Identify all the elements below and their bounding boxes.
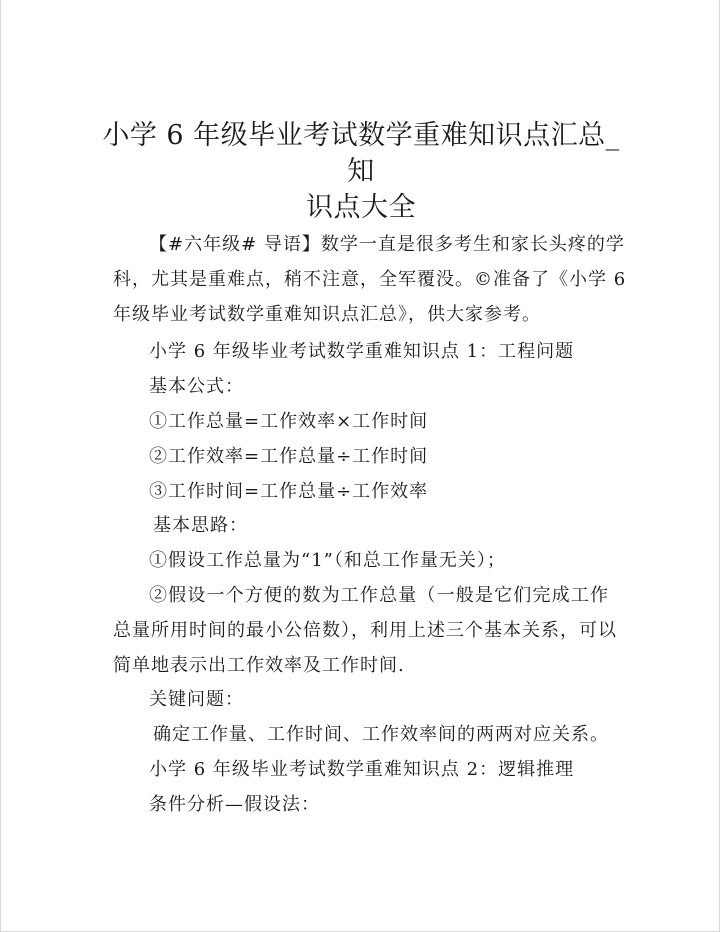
idea-2-line-3: 简单地表示出工作效率及工作时间. [113, 655, 405, 676]
document-title [101, 118, 621, 226]
formula-1: ①工作总量=工作效率×工作时间 [149, 411, 429, 432]
basic-idea-label: 基本思路： [153, 515, 248, 536]
idea-2-line-2: 总量所用时间的最小公倍数），利用上述三个基本关系，可以 [113, 620, 617, 641]
intro-line-1: 【#六年级# 导语】数学一直是很多考生和家长头疼的学 [149, 234, 625, 255]
key-problem-text: 确定工作量、工作时间、工作效率间的两两对应关系。 [153, 724, 609, 745]
idea-1: ①假设工作总量为“1”（和总工作量无关）； [149, 550, 506, 571]
idea-2-line-1: ②假设一个方便的数为工作总量（一般是它们完成工作 [149, 585, 609, 606]
basic-formula-label: 基本公式： [149, 376, 244, 397]
title-line-1: 小学 6 年级毕业考试数学重难知识点汇总_知 [102, 120, 620, 187]
condition-analysis: 条件分析—假设法： [149, 794, 320, 815]
point2-heading: 小学 6 年级毕业考试数学重难知识点 2：逻辑推理 [149, 759, 575, 780]
intro-line-2: 科，尤其是重难点，稍不注意，全军覆没。©准备了《小学 6 [113, 269, 627, 290]
intro-line-3: 年级毕业考试数学重难知识点汇总》，供大家参考。 [113, 304, 541, 325]
formula-2: ②工作效率=工作总量÷工作时间 [149, 446, 429, 467]
key-problem-label: 关键问题： [149, 689, 244, 710]
formula-3: ③工作时间=工作总量÷工作效率 [149, 481, 429, 502]
point1-heading: 小学 6 年级毕业考试数学重难知识点 1：工程问题 [149, 341, 575, 362]
title-line-2: 识点大全 [306, 192, 416, 223]
